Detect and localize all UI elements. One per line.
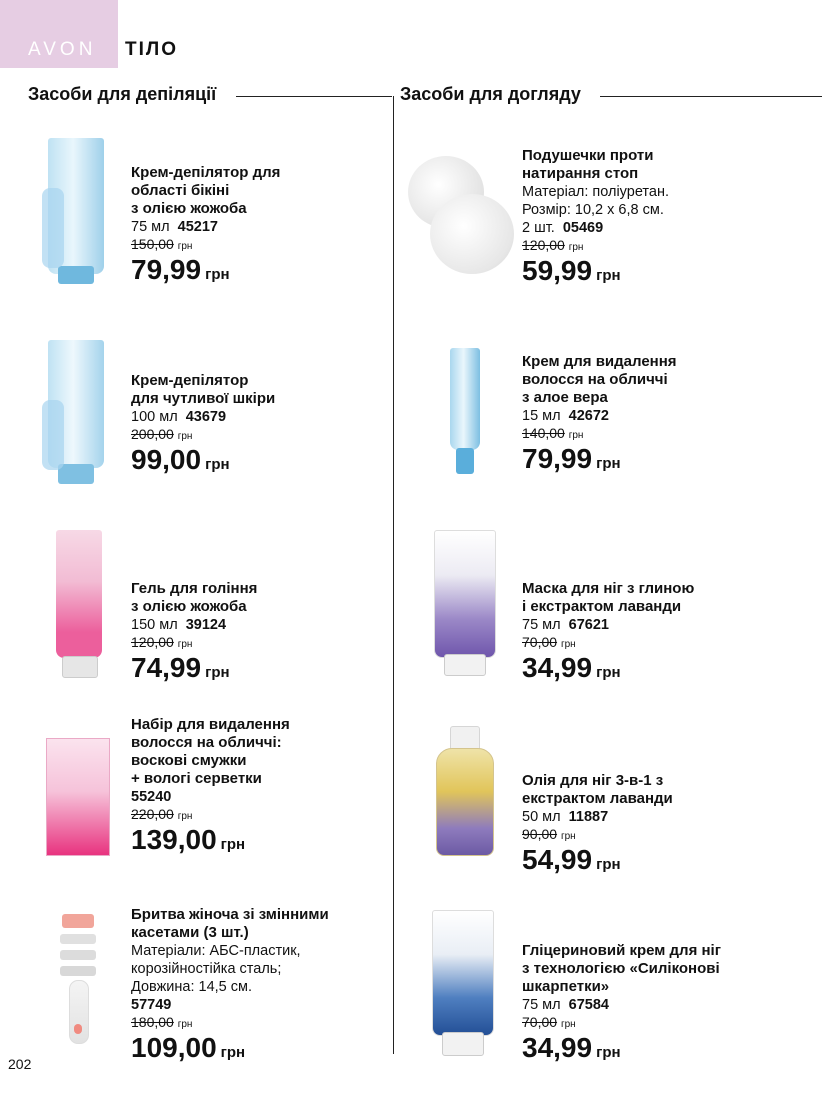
product-foot-oil [522,772,772,880]
product-code: 67584 [568,997,609,1013]
product-name: Крем-депілятор для чутливої шкіри [131,372,276,407]
bikini-cream-image [40,138,110,286]
product-code: 45217 [177,219,218,235]
product-volume: 75 мл [522,617,561,633]
face-cream-image [446,348,486,478]
product-code: 43679 [185,409,227,425]
left-column-title: Засоби для депіляції [28,84,217,104]
old-price: 90,00 грн [522,826,576,842]
foot-mask-image [430,530,498,680]
product-foot-pads [522,147,772,291]
product-code: 05469 [562,220,604,236]
product-code: 42672 [568,408,609,424]
product-name: Маска для ніг з глиною і екстрактом лаванди [522,580,695,615]
product-name: Крем-депілятор для області бікіні з олією жожоба [131,164,281,217]
price: 59,99 грн [522,255,621,286]
product-name: Набір для видалення волосся на обличчі: воскові смужки + вологі серветки [131,716,290,787]
product-name: Гель для гоління з олією жожоба [131,580,258,615]
column-divider [393,96,394,1054]
product-name: Подушечки проти натирання стоп [522,147,654,182]
product-code: 67621 [568,617,609,633]
product-code: 57749 [131,997,172,1013]
old-price: 200,00 грн [131,426,193,442]
product-name: Олія для ніг 3-в-1 з екстрактом лаванди [522,772,673,807]
product-volume: 15 мл [522,408,561,424]
old-price: 220,00 грн [131,806,193,822]
product-shaving-gel [131,580,381,688]
right-column-title: Засоби для догляду [400,84,581,104]
price: 74,99 грн [131,652,230,683]
product-description: Матеріали: АБС-пластик, корозійностійка сталь; Довжина: 14,5 см. [131,943,301,995]
face-wax-kit-image [44,732,112,856]
old-price: 120,00 грн [131,634,193,650]
old-price: 70,00 грн [522,1014,576,1030]
product-volume: 75 мл [522,997,561,1013]
price: 34,99 грн [522,1032,621,1063]
foot-pads-image [406,152,514,276]
section-tag: ТІЛО [125,39,178,60]
sensitive-cream-image [40,340,110,486]
page-number: 202 [8,1056,32,1072]
product-face-wax-kit [131,716,381,860]
price: 54,99 грн [522,844,621,875]
old-price: 120,00 грн [522,237,584,253]
price: 109,00 грн [131,1032,246,1063]
shaving-gel-image [50,530,106,680]
product-volume: 150 мл [131,617,178,633]
product-volume: 2 шт. [522,220,555,236]
product-glycerin-cream [522,942,772,1068]
right-title-rule [600,96,822,97]
brand-logo: AVON [28,39,97,60]
old-price: 180,00 грн [131,1014,193,1030]
product-volume: 100 мл [131,409,178,425]
price: 99,00 грн [131,444,230,475]
product-razor [131,906,381,1068]
product-sensitive-cream [131,372,381,480]
old-price: 150,00 грн [131,236,193,252]
product-code: 11887 [568,809,609,825]
product-volume: 75 мл [131,219,170,235]
product-name: Бритва жіноча зі змінними касетами (3 шт.) [131,906,329,941]
price: 79,99 грн [522,443,621,474]
old-price: 140,00 грн [522,425,584,441]
old-price: 70,00 грн [522,634,576,650]
product-volume: 50 мл [522,809,561,825]
left-title-rule [236,96,392,97]
price: 34,99 грн [522,652,621,683]
product-name: Гліцериновий крем для ніг з технологією «Силіконові шкарпетки» [522,942,721,995]
product-code: 39124 [185,617,227,633]
product-name: Крем для видалення волосся на обличчі з алое вера [522,353,677,406]
product-foot-mask [522,580,772,688]
razor-image [56,914,100,1046]
product-bikini-cream [131,164,381,290]
foot-oil-image [432,726,496,858]
price: 139,00 грн [131,824,246,855]
price: 79,99 грн [131,254,230,285]
product-description: Матеріал: поліуретан. Розмір: 10,2 х 6,8 см. [522,184,669,218]
product-face-cream [522,353,772,479]
glycerin-cream-image [428,910,496,1058]
product-code: 55240 [131,789,172,805]
